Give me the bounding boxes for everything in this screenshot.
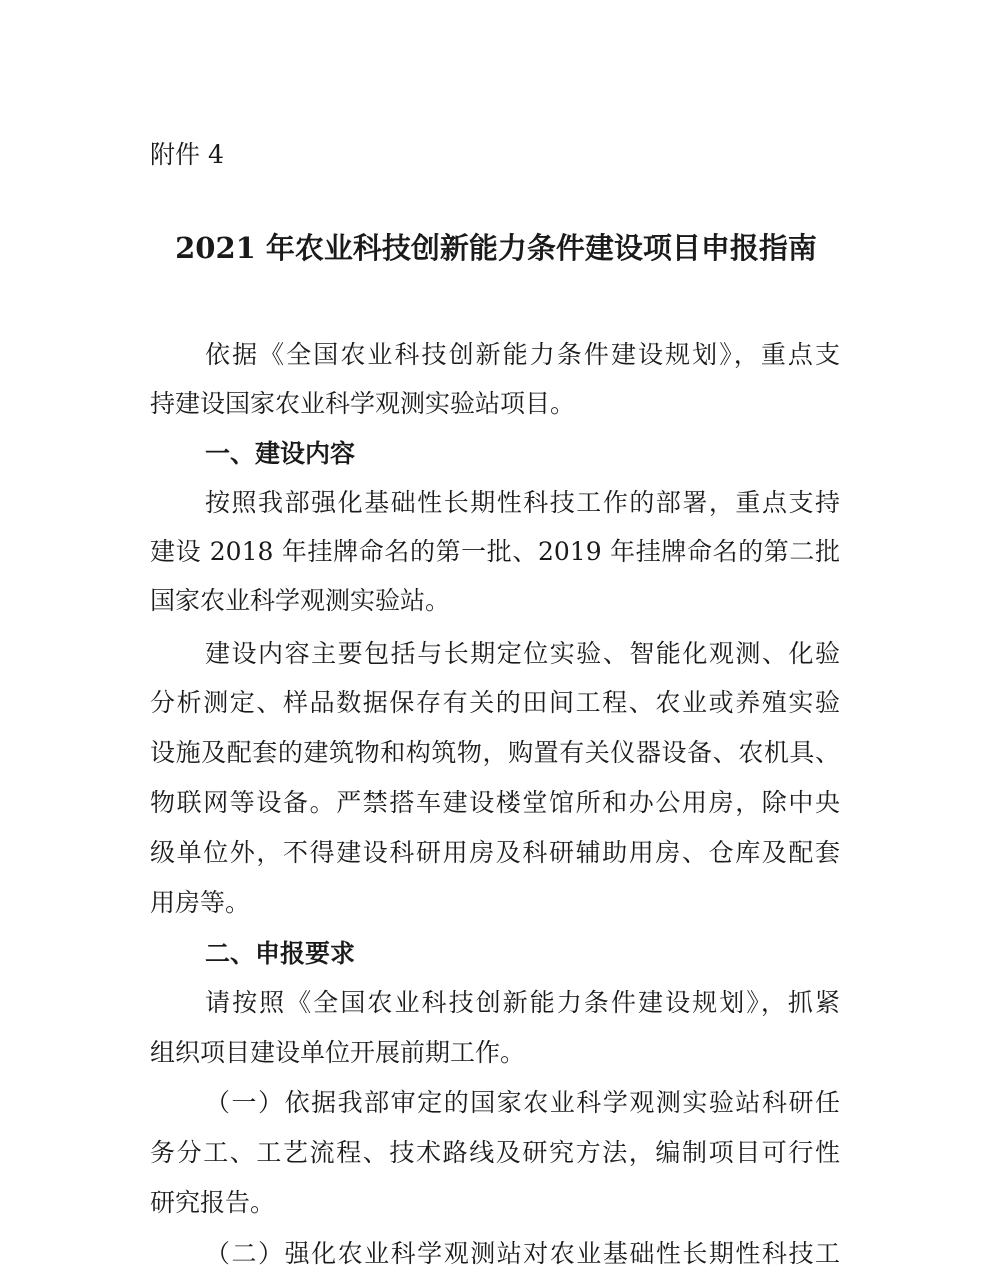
- paragraph-line: 分析测定、样品数据保存有关的田间工程、农业或养殖实验: [150, 688, 840, 717]
- paragraph-line: 国家农业科学观测实验站。: [150, 586, 451, 615]
- paragraph-line: 用房等。: [150, 888, 251, 917]
- paragraph-line: 依据《全国农业科技创新能力条件建设规划》，重点支: [205, 340, 840, 369]
- paragraph-line: 级单位外，不得建设科研用房及科研辅助用房、仓库及配套: [150, 838, 840, 867]
- section-heading-construction-content: 一、建设内容: [205, 439, 356, 468]
- paragraph-line: 持建设国家农业科学观测实验站项目。: [150, 389, 576, 418]
- section-heading-application-requirements: 二、申报要求: [205, 939, 356, 968]
- paragraph-line: 研究报告。: [150, 1188, 276, 1217]
- document-title: 2021 年农业科技创新能力条件建设项目申报指南: [175, 231, 817, 265]
- paragraph-line: （一）依据我部审定的国家农业科学观测实验站科研任: [205, 1088, 840, 1117]
- attachment-label: 附件 4: [150, 140, 224, 169]
- paragraph-line: 组织项目建设单位开展前期工作。: [150, 1038, 526, 1067]
- paragraph-line: 请按照《全国农业科技创新能力条件建设规划》，抓紧: [205, 988, 840, 1017]
- paragraph-line: 按照我部强化基础性长期性科技工作的部署，重点支持: [205, 488, 840, 517]
- paragraph-line: 物联网等设备。严禁搭车建设楼堂馆所和办公用房，除中央: [150, 788, 840, 817]
- paragraph-line: 建设内容主要包括与长期定位实验、智能化观测、化验: [205, 639, 840, 668]
- paragraph-line: 设施及配套的建筑物和构筑物，购置有关仪器设备、农机具、: [150, 738, 840, 767]
- paragraph-line: 建设 2018 年挂牌命名的第一批、2019 年挂牌命名的第二批: [150, 537, 840, 566]
- paragraph-line: 务分工、工艺流程、技术路线及研究方法，编制项目可行性: [150, 1138, 840, 1167]
- paragraph-line: （二）强化农业科学观测站对农业基础性长期性科技工: [205, 1239, 840, 1268]
